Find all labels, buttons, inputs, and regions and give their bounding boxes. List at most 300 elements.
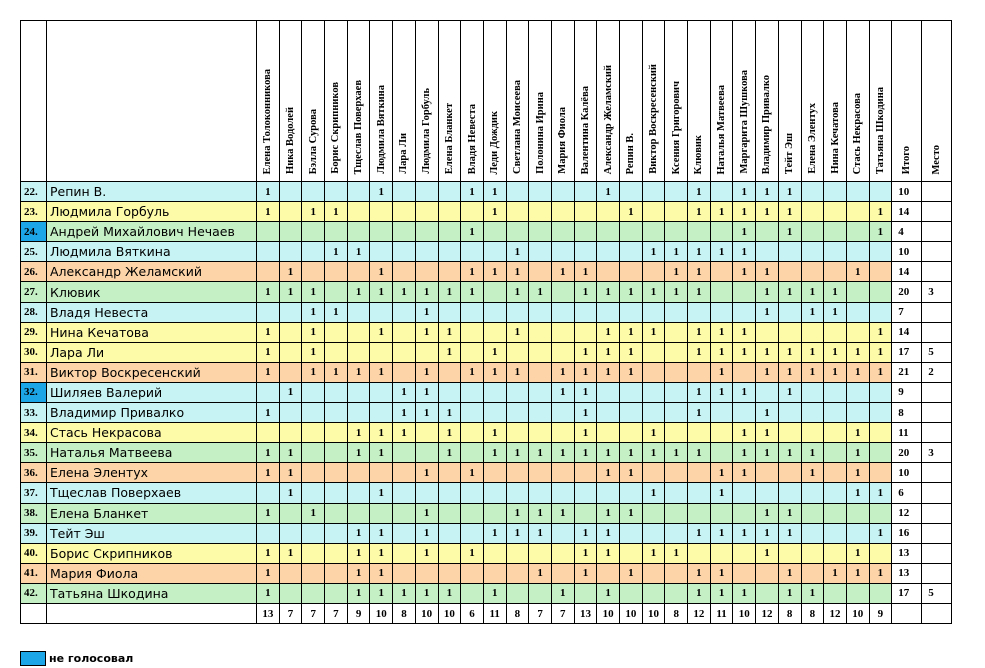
row-total: 7 [892,302,922,322]
vote-cell [529,242,552,262]
vote-cell [370,242,393,262]
vote-cell: 1 [370,262,393,282]
vote-cell [279,202,302,222]
vote-cell [302,382,325,402]
vote-cell [325,262,348,282]
vote-cell: 1 [869,222,892,242]
vote-cell [415,262,438,282]
vote-cell [302,463,325,483]
row-total: 6 [892,483,922,503]
vote-cell: 1 [710,463,733,483]
vote-cell [869,262,892,282]
column-header [370,21,393,182]
vote-cell: 1 [483,583,506,603]
row-number: 27. [21,282,47,302]
vote-cell [257,262,280,282]
legend [20,650,133,666]
participant-name: Тщеслав Поверхаев [47,483,257,503]
vote-cell: 1 [461,362,484,382]
row-total: 17 [892,583,922,603]
column-header-label: Борис Скрипников [330,82,342,174]
vote-cell [824,382,847,402]
vote-cell [824,423,847,443]
vote-cell [461,242,484,262]
column-header [710,21,733,182]
vote-cell [846,503,869,523]
vote-cell: 1 [756,202,779,222]
column-header-label: Нина Кечатова [829,102,841,174]
vote-cell [688,423,711,443]
vote-cell [665,302,688,322]
vote-cell: 1 [733,322,756,342]
table-row [21,523,952,543]
column-total: 10 [438,603,461,623]
row-place [922,423,952,443]
row-place: 5 [922,583,952,603]
vote-cell [665,583,688,603]
vote-cell [529,403,552,423]
vote-cell: 1 [506,503,529,523]
vote-cell: 1 [415,463,438,483]
vote-cell [846,403,869,423]
vote-cell: 1 [415,322,438,342]
vote-cell: 1 [846,563,869,583]
vote-cell: 1 [257,282,280,302]
vote-cell: 1 [801,463,824,483]
participant-name: Виктор Воскресенский [47,362,257,382]
column-header [279,21,302,182]
vote-cell [846,382,869,402]
vote-cell: 1 [665,282,688,302]
vote-cell [393,362,416,382]
vote-cell [620,523,643,543]
place-header [922,21,952,182]
vote-cell: 1 [483,262,506,282]
vote-cell: 1 [688,403,711,423]
vote-cell [506,302,529,322]
row-number: 42. [21,583,47,603]
vote-cell: 1 [778,282,801,302]
vote-cell: 1 [846,262,869,282]
vote-cell [461,202,484,222]
table-row [21,583,952,603]
vote-cell: 1 [733,202,756,222]
vote-cell: 1 [438,423,461,443]
vote-cell: 1 [483,202,506,222]
vote-cell: 1 [370,443,393,463]
vote-cell: 1 [506,322,529,342]
column-header [756,21,779,182]
vote-cell [302,242,325,262]
vote-cell [325,342,348,362]
vote-cell: 1 [620,563,643,583]
vote-cell: 1 [483,362,506,382]
participant-name: Стась Некрасова [47,423,257,443]
vote-cell: 1 [620,322,643,342]
vote-cell [347,182,370,202]
vote-cell [710,443,733,463]
vote-cell [483,302,506,322]
vote-cell [710,423,733,443]
vote-cell: 1 [801,282,824,302]
vote-cell: 1 [597,182,620,202]
vote-cell: 1 [801,583,824,603]
column-total: 8 [506,603,529,623]
vote-cell: 1 [733,463,756,483]
column-total: 7 [279,603,302,623]
participant-name: Мария Фиола [47,563,257,583]
vote-cell [824,202,847,222]
vote-cell: 1 [756,302,779,322]
vote-cell: 1 [325,362,348,382]
vote-cell [620,403,643,423]
column-header [824,21,847,182]
vote-cell [461,563,484,583]
table-row [21,403,952,423]
vote-cell [415,342,438,362]
vote-cell: 1 [597,523,620,543]
table-row [21,503,952,523]
vote-cell: 1 [710,483,733,503]
participant-name: Клювик [47,282,257,302]
vote-cell [688,543,711,563]
row-total: 11 [892,423,922,443]
vote-cell [393,523,416,543]
vote-cell: 1 [551,443,574,463]
row-place [922,503,952,523]
vote-cell [574,222,597,242]
participant-name: Борис Скрипников [47,543,257,563]
vote-cell: 1 [347,563,370,583]
column-header [461,21,484,182]
vote-cell [529,182,552,202]
vote-cell [257,423,280,443]
vote-cell [801,222,824,242]
row-number: 31. [21,362,47,382]
participant-name: Андрей Михайлович Нечаев [47,222,257,242]
vote-cell [642,463,665,483]
vote-cell [438,182,461,202]
vote-cell [620,222,643,242]
vote-cell: 1 [483,443,506,463]
row-place [922,382,952,402]
column-header [506,21,529,182]
vote-cell [279,302,302,322]
vote-cell [393,222,416,242]
vote-cell [438,543,461,563]
vote-cell [461,382,484,402]
vote-cell: 1 [302,362,325,382]
vote-cell: 1 [665,262,688,282]
vote-cell: 1 [370,543,393,563]
vote-cell: 1 [846,443,869,463]
row-number: 33. [21,403,47,423]
vote-cell: 1 [529,523,552,543]
vote-cell: 1 [302,503,325,523]
vote-cell: 1 [642,543,665,563]
vote-cell [801,182,824,202]
row-place [922,262,952,282]
vote-cell [801,423,824,443]
row-total: 14 [892,202,922,222]
column-header [347,21,370,182]
vote-cell [461,302,484,322]
vote-cell [801,202,824,222]
row-number: 26. [21,262,47,282]
vote-cell [801,523,824,543]
column-header [597,21,620,182]
vote-cell: 1 [801,342,824,362]
vote-cell: 1 [393,423,416,443]
vote-cell [325,222,348,242]
vote-cell: 1 [710,202,733,222]
vote-cell [824,583,847,603]
vote-cell [846,322,869,342]
vote-cell [551,282,574,302]
vote-cell [665,423,688,443]
vote-cell [438,202,461,222]
row-total: 13 [892,543,922,563]
vote-cell: 1 [279,463,302,483]
column-total: 7 [325,603,348,623]
column-header-label: Тейт Эш [784,132,796,174]
vote-cell [415,242,438,262]
vote-cell: 1 [483,342,506,362]
vote-cell [756,322,779,342]
vote-cell: 1 [257,362,280,382]
vote-cell: 1 [665,242,688,262]
vote-cell [279,563,302,583]
vote-cell [551,563,574,583]
vote-cell [869,282,892,302]
vote-cell [824,503,847,523]
vote-cell: 1 [869,563,892,583]
vote-cell [415,222,438,242]
column-header-label: Мария Фиола [557,107,569,174]
vote-cell: 1 [688,563,711,583]
vote-cell [620,382,643,402]
row-number: 22. [21,182,47,202]
vote-cell: 1 [370,362,393,382]
column-header-label: Валентина Калёва [579,85,591,174]
vote-cell: 1 [574,563,597,583]
vote-cell: 1 [597,503,620,523]
column-header [415,21,438,182]
column-total: 9 [347,603,370,623]
vote-cell: 1 [824,362,847,382]
vote-cell: 1 [302,282,325,302]
vote-cell: 1 [620,342,643,362]
vote-cell [597,302,620,322]
column-total: 11 [710,603,733,623]
vote-cell: 1 [756,342,779,362]
vote-cell: 1 [506,523,529,543]
vote-cell [551,222,574,242]
vote-cell: 1 [733,222,756,242]
vote-cell [483,503,506,523]
vote-cell: 1 [461,543,484,563]
vote-cell [257,242,280,262]
vote-cell [665,202,688,222]
vote-cell [370,342,393,362]
vote-cell [733,503,756,523]
participant-name: Елена Элентух [47,463,257,483]
vote-cell [620,182,643,202]
column-header [257,21,280,182]
vote-cell: 1 [415,282,438,302]
vote-cell [551,403,574,423]
vote-cell: 1 [642,322,665,342]
vote-cell [506,202,529,222]
row-total: 10 [892,463,922,483]
vote-cell [710,282,733,302]
row-number: 23. [21,202,47,222]
vote-cell [597,483,620,503]
row-total: 10 [892,182,922,202]
column-total: 10 [733,603,756,623]
vote-cell [461,503,484,523]
vote-cell [846,182,869,202]
vote-cell: 1 [710,382,733,402]
vote-cell: 1 [461,262,484,282]
vote-cell [529,342,552,362]
vote-cell [756,463,779,483]
vote-cell [551,543,574,563]
vote-cell: 1 [257,182,280,202]
vote-cell [325,543,348,563]
row-total: 14 [892,262,922,282]
vote-cell [620,302,643,322]
vote-cell [733,563,756,583]
row-number: 29. [21,322,47,342]
vote-cell: 1 [415,523,438,543]
vote-cell [370,463,393,483]
vote-cell: 1 [801,443,824,463]
vote-cell [325,523,348,543]
column-header-label: Виктор Воскресенский [648,64,660,174]
vote-cell [801,322,824,342]
column-total: 12 [824,603,847,623]
participant-name: Лара Ли [47,342,257,362]
vote-cell: 1 [688,443,711,463]
row-number: 28. [21,302,47,322]
row-number: 32. [21,382,47,402]
vote-cell [778,262,801,282]
vote-cell: 1 [506,362,529,382]
vote-cell [347,322,370,342]
vote-cell: 1 [733,382,756,402]
vote-cell [869,423,892,443]
vote-cell [597,403,620,423]
vote-cell [869,242,892,262]
header-blank-num [21,21,47,182]
vote-cell [506,342,529,362]
vote-cell: 1 [846,463,869,483]
vote-cell [597,563,620,583]
vote-cell: 1 [846,342,869,362]
vote-cell [370,503,393,523]
row-place: 5 [922,342,952,362]
vote-cell [642,302,665,322]
row-number: 24. [21,222,47,242]
vote-cell [393,503,416,523]
vote-cell: 1 [688,382,711,402]
vote-cell [642,583,665,603]
vote-cell [551,242,574,262]
vote-cell [302,262,325,282]
row-place [922,202,952,222]
vote-cell [869,543,892,563]
vote-cell [824,182,847,202]
column-header [620,21,643,182]
vote-cell: 1 [438,403,461,423]
vote-cell [801,262,824,282]
vote-cell [529,543,552,563]
row-total: 10 [892,242,922,262]
vote-cell: 1 [483,182,506,202]
vote-cell: 1 [461,182,484,202]
vote-cell [756,563,779,583]
totals-blank-total [892,603,922,623]
vote-cell: 1 [688,282,711,302]
row-total: 20 [892,443,922,463]
vote-cell [778,423,801,443]
vote-cell [642,362,665,382]
participant-name: Александр Желамский [47,262,257,282]
vote-cell: 1 [438,282,461,302]
participant-name: Людмила Горбуль [47,202,257,222]
table-row [21,463,952,483]
vote-cell: 1 [370,322,393,342]
vote-cell [438,362,461,382]
vote-cell: 1 [778,583,801,603]
vote-cell [393,242,416,262]
vote-cell [483,242,506,262]
vote-cell [733,543,756,563]
table-row [21,362,952,382]
vote-cell: 1 [551,382,574,402]
vote-cell [665,382,688,402]
column-header-label: Светлана Моисеева [511,80,523,174]
vote-cell [438,463,461,483]
column-header [688,21,711,182]
row-number: 37. [21,483,47,503]
vote-cell [801,483,824,503]
vote-cell [279,503,302,523]
vote-cell [257,523,280,543]
column-header-label: Елена Толоконникова [262,68,274,174]
vote-cell [620,423,643,443]
vote-cell: 1 [415,302,438,322]
vote-cell [665,322,688,342]
vote-cell: 1 [778,342,801,362]
vote-cell [461,342,484,362]
column-header-label: Ника Водолей [285,107,297,174]
vote-cell [279,322,302,342]
vote-cell [710,543,733,563]
vote-cell [620,543,643,563]
vote-cell [370,202,393,222]
vote-cell [688,362,711,382]
row-place [922,463,952,483]
row-place [922,483,952,503]
column-header-label: Татьяна Шкодина [874,86,886,174]
table-row [21,322,952,342]
column-total: 12 [756,603,779,623]
vote-cell: 1 [257,463,280,483]
vote-cell [325,483,348,503]
participant-name: Репин В. [47,182,257,202]
